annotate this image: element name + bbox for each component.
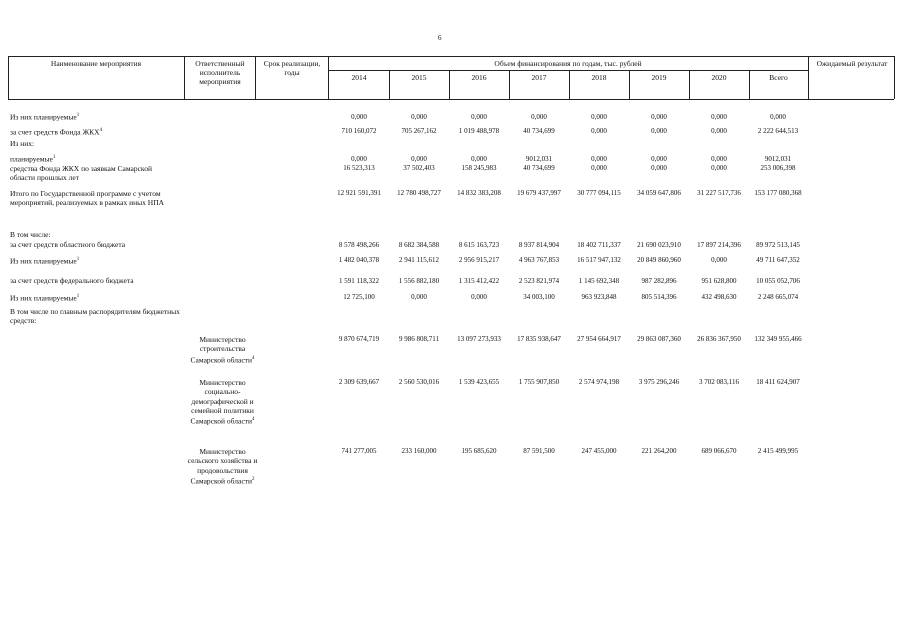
- value-cell: 2 222 644,513: [757, 127, 799, 135]
- row-label: средства Фонда ЖКХ по заявкам Самарской области прошлых лет: [10, 164, 152, 183]
- value-cell: 0,000: [711, 256, 727, 264]
- value-cell: 195 685,620: [461, 447, 497, 455]
- value-cell: 12 780 498,727: [397, 189, 441, 197]
- value-cell: 9 986 808,711: [399, 335, 439, 343]
- year-header: 2015: [411, 73, 427, 82]
- row-label: В том числе:: [10, 230, 51, 239]
- year-header: 2018: [591, 73, 607, 82]
- value-cell: 21 690 023,910: [637, 241, 681, 249]
- header-vline: [184, 56, 185, 99]
- value-cell: 0,000: [651, 113, 667, 121]
- value-cell: 49 711 647,352: [756, 256, 800, 264]
- value-cell: 8 578 498,266: [338, 241, 380, 249]
- value-cell: 253 006,398: [760, 164, 796, 172]
- value-cell: 0,000: [591, 155, 607, 163]
- value-cell: 27 954 664,917: [577, 335, 621, 343]
- value-cell: 12 921 591,391: [337, 189, 381, 197]
- value-cell: 9012,031: [764, 155, 792, 163]
- value-cell: 710 160,072: [341, 127, 377, 135]
- row-label: В том числе по главным распорядителям бюджетных средств:: [10, 307, 180, 326]
- value-cell: 10 055 052,706: [756, 277, 800, 285]
- header-vline: [808, 56, 809, 99]
- value-cell: 2 560 530,016: [398, 378, 440, 386]
- header-vline: [8, 56, 9, 99]
- value-cell: 19 679 437,997: [517, 189, 561, 197]
- value-cell: 0,000: [770, 113, 786, 121]
- value-cell: 0,000: [591, 113, 607, 121]
- value-cell: 20 849 860,960: [637, 256, 681, 264]
- row-label: планируемые$^1$: [10, 154, 56, 164]
- col-funding-header: Объем финансирования по годам, тыс. рублей: [494, 59, 642, 68]
- col-name-header: Наименование мероприятия: [50, 59, 142, 68]
- value-cell: 1 539 423,655: [458, 378, 500, 386]
- value-cell: 18 402 711,337: [577, 241, 621, 249]
- value-cell: 2 415 499,995: [757, 447, 799, 455]
- value-cell: 8 682 384,588: [398, 241, 440, 249]
- year-header: Всего: [769, 73, 788, 82]
- value-cell: 3 702 083,116: [699, 378, 739, 386]
- header-vline: [255, 56, 256, 99]
- value-cell: 8 937 814,904: [518, 241, 560, 249]
- value-cell: 4 963 767,853: [518, 256, 560, 264]
- value-cell: 158 245,983: [461, 164, 497, 172]
- value-cell: 34 003,100: [523, 293, 555, 301]
- value-cell: 0,000: [591, 164, 607, 172]
- year-header: 2014: [351, 73, 367, 82]
- ministry-name: Министерство строительства Самарской области$^4$: [190, 335, 255, 365]
- value-cell: 87 591,500: [523, 447, 555, 455]
- value-cell: 0,000: [711, 155, 727, 163]
- value-cell: 0,000: [411, 293, 427, 301]
- value-cell: 2 941 115,612: [399, 256, 439, 264]
- year-header: 2017: [531, 73, 547, 82]
- years-divider: [328, 70, 808, 71]
- row-label: Итого по Государственной программе с учетом мероприятий, реализуемых в рамках иных НПА: [10, 189, 165, 208]
- value-cell: 0,000: [711, 113, 727, 121]
- value-cell: 0,000: [651, 127, 667, 135]
- value-cell: 30 777 094,115: [577, 189, 621, 197]
- value-cell: 13 097 273,933: [457, 335, 501, 343]
- value-cell: 16 517 947,132: [577, 256, 621, 264]
- value-cell: 0,000: [591, 127, 607, 135]
- value-cell: 0,000: [711, 164, 727, 172]
- value-cell: 0,000: [651, 164, 667, 172]
- row-label: Из них:: [10, 139, 35, 148]
- value-cell: 132 349 955,466: [754, 335, 802, 343]
- value-cell: 16 523,313: [343, 164, 375, 172]
- value-cell: 18 411 624,907: [756, 378, 800, 386]
- value-cell: 705 267,162: [401, 127, 437, 135]
- value-cell: 1 482 040,378: [338, 256, 380, 264]
- year-header: 2020: [711, 73, 727, 82]
- value-cell: 805 514,396: [641, 293, 677, 301]
- value-cell: 689 066,670: [701, 447, 737, 455]
- value-cell: 0,000: [471, 293, 487, 301]
- value-cell: 37 502,403: [403, 164, 435, 172]
- value-cell: 2 309 639,667: [338, 378, 380, 386]
- value-cell: 0,000: [351, 113, 367, 121]
- value-cell: 1 145 692,348: [578, 277, 620, 285]
- header-vline: [894, 56, 895, 99]
- value-cell: 987 282,896: [641, 277, 677, 285]
- value-cell: 0,000: [411, 113, 427, 121]
- value-cell: 432 498,630: [701, 293, 737, 301]
- value-cell: 741 277,005: [341, 447, 377, 455]
- row-label: Из них планируемые$^1$: [10, 112, 80, 122]
- value-cell: 31 227 517,736: [697, 189, 741, 197]
- value-cell: 221 264,200: [641, 447, 677, 455]
- value-cell: 247 455,000: [581, 447, 617, 455]
- value-cell: 9012,031: [525, 155, 553, 163]
- value-cell: 0,000: [411, 155, 427, 163]
- value-cell: 26 836 367,950: [697, 335, 741, 343]
- value-cell: 2 523 821,974: [518, 277, 560, 285]
- value-cell: 14 832 383,208: [457, 189, 501, 197]
- value-cell: 8 615 163,723: [458, 241, 500, 249]
- col-term-header: Срок реализации, годы: [263, 59, 321, 77]
- value-cell: 1 755 907,850: [518, 378, 560, 386]
- value-cell: 0,000: [531, 113, 547, 121]
- value-cell: 1 315 412,422: [458, 277, 500, 285]
- page-number: 6: [438, 34, 442, 42]
- value-cell: 34 059 647,806: [637, 189, 681, 197]
- value-cell: 3 975 296,246: [638, 378, 680, 386]
- row-label: Из них планируемые$^1$: [10, 256, 80, 266]
- value-cell: 12 725,100: [343, 293, 375, 301]
- ministry-name: Министерство сельского хозяйства и продовольствия Самарской области$^2$: [187, 447, 258, 486]
- ministry-name: Министерство социально-демографической и семейной политики Самарской области$^4$: [190, 378, 255, 426]
- col-result-header: Ожидаемый результат: [816, 59, 888, 68]
- value-cell: 1 591 118,322: [339, 277, 379, 285]
- value-cell: 951 628,800: [701, 277, 737, 285]
- row-label: Из них планируемые$^1$: [10, 293, 80, 303]
- value-cell: 40 734,699: [523, 127, 555, 135]
- header-top-border: [8, 56, 894, 57]
- row-label: за счет средств федерального бюджета: [10, 276, 134, 285]
- year-header: 2016: [471, 73, 487, 82]
- value-cell: 0,000: [651, 155, 667, 163]
- value-cell: 0,000: [471, 155, 487, 163]
- value-cell: 153 177 080,368: [754, 189, 802, 197]
- value-cell: 89 972 513,145: [756, 241, 800, 249]
- value-cell: 9 870 674,719: [338, 335, 380, 343]
- value-cell: 17 897 214,396: [697, 241, 741, 249]
- row-label: за счет средств областного бюджета: [10, 240, 126, 249]
- value-cell: 40 734,699: [523, 164, 555, 172]
- value-cell: 0,000: [351, 155, 367, 163]
- value-cell: 963 923,848: [581, 293, 617, 301]
- value-cell: 0,000: [711, 127, 727, 135]
- row-label: за счет средств Фонда ЖКХ$^4$: [10, 127, 103, 137]
- col-executor-header: Ответственный исполнитель мероприятия: [195, 59, 245, 86]
- value-cell: 1 556 882,180: [398, 277, 440, 285]
- value-cell: 2 956 915,217: [458, 256, 500, 264]
- value-cell: 2 574 974,198: [578, 378, 620, 386]
- value-cell: 1 019 488,978: [458, 127, 500, 135]
- value-cell: 233 160,000: [401, 447, 437, 455]
- year-header: 2019: [651, 73, 667, 82]
- value-cell: 2 248 665,074: [757, 293, 799, 301]
- value-cell: 0,000: [471, 113, 487, 121]
- header-bottom-border: [8, 99, 894, 100]
- value-cell: 29 863 087,360: [637, 335, 681, 343]
- value-cell: 17 835 938,647: [517, 335, 561, 343]
